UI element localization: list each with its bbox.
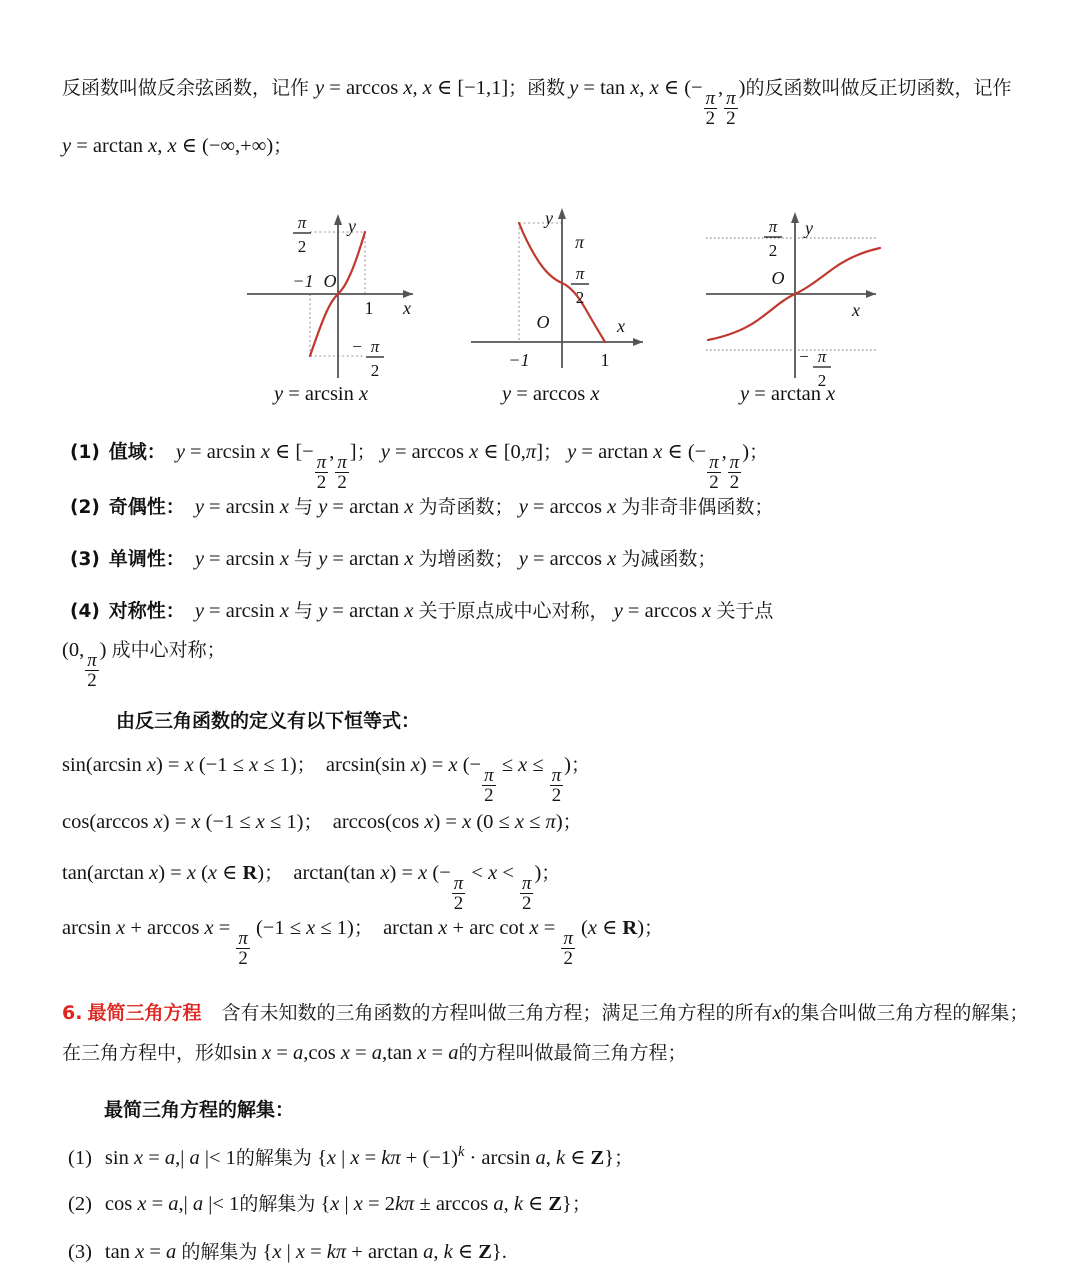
arcsin-y-arrow xyxy=(334,214,342,225)
svg-text:2: 2 xyxy=(370,361,380,380)
svg-text:−: − xyxy=(352,337,362,356)
svg-text:−: − xyxy=(799,347,809,366)
arccos-origin-label: O xyxy=(536,312,550,332)
section-6-title: 最简三角方程 xyxy=(87,1002,202,1024)
svg-text:π: π xyxy=(768,217,778,236)
section-6-body-1: 含有未知数的三角函数的方程叫做三角方程；满足三角方程的所有 xyxy=(221,1002,773,1024)
solution-3-tail-cn: 的解集为 xyxy=(181,1241,258,1263)
section-6-body-var: x xyxy=(772,1002,782,1024)
arctan-y-arrow xyxy=(791,212,799,223)
intro-text-a: 反函数叫做反余弦函数，记作 xyxy=(62,77,310,99)
arctan-plot-svg xyxy=(700,182,915,397)
property-3-number: (3) xyxy=(70,549,100,570)
property-2-label: 奇偶性： xyxy=(108,496,185,518)
intro-text-b: ；函数 xyxy=(508,77,566,99)
property-row-symmetry-continued: (0, $\frac{\pi}{2}$ ) 成中心对称； xyxy=(62,639,226,692)
property-3-text2: 为减函数； xyxy=(621,548,717,570)
identity-tan-arctan: tan(arctan x) = x (x ∈ R)； arctan(tan x) = x (− $\frac{\pi}{2}$ < x < $\frac{\pi}{2}$ )； xyxy=(62,862,561,915)
section-6-line2-tail: 的方程叫做最简三角方程； xyxy=(458,1042,687,1064)
arcsin-plot-svg xyxy=(235,182,450,397)
property-row-range: (1) 值域： y = arcsin x ∈ [− $\frac{\pi}{2}$ , $\frac{\pi}{2}$ ]； y = arccos x ∈ [0,π]； y = arctan x ∈ (− $\frac{\pi}{2}$ , $\frac{\pi}{2}$ )； xyxy=(70,441,769,494)
property-row-monotonicity: (3) 单调性： y = arcsin x 与 y = arctan x 为增函数； y = arccos x 为减函数； xyxy=(70,548,717,570)
identity-cos-arccos: cos(arccos x) = x (−1 ≤ x ≤ 1)； arccos(cos x) = x (0 ≤ x ≤ π)； xyxy=(62,811,582,833)
svg-text:π: π xyxy=(817,347,827,366)
property-4-text3: 成中心对称； xyxy=(111,639,226,661)
property-3-text: 为增函数； xyxy=(418,548,514,570)
property-row-parity: (2) 奇偶性： y = arcsin x 与 y = arctan x 为奇函数； y = arccos x 为非奇非偶函数； xyxy=(70,496,774,518)
property-4-label: 对称性： xyxy=(108,600,185,622)
arcsin-tick-neg1: −1 xyxy=(292,271,314,291)
arccos-y-axis-label: y xyxy=(545,208,553,228)
graph-arccos xyxy=(465,182,680,397)
section-6-number: 6. xyxy=(62,1002,83,1024)
property-1-label: 值域： xyxy=(108,441,166,463)
property-2-number: (2) xyxy=(70,497,100,518)
arccos-x-arrow xyxy=(633,338,643,346)
solution-3-number: (3) xyxy=(68,1241,92,1263)
solution-2-number: (2) xyxy=(68,1193,92,1215)
solution-1-tail-cn: 的解集为 xyxy=(235,1146,312,1169)
intro-paragraph-line-2: y = arctan x, x ∈ (−∞,+∞)； xyxy=(62,135,293,157)
arccos-plot-svg xyxy=(465,182,680,397)
property-2-text2: 为非奇非偶函数； xyxy=(621,496,774,518)
arccos-tick-1: 1 xyxy=(600,350,610,370)
arccos-axes xyxy=(471,212,643,368)
solution-row-cos: (2) cos x = a,| a |< 1的解集为 {x | x = 2kπ ± arccos a, k ∈ Z}； xyxy=(68,1193,591,1215)
property-2-text: 为奇函数； xyxy=(418,496,514,518)
section-6-body-1-tail: 的集合叫做三角方程的解集； xyxy=(781,1002,1029,1024)
arctan-origin-label: O xyxy=(771,268,785,288)
property-3-label: 单调性： xyxy=(108,548,185,570)
arctan-x-arrow xyxy=(866,290,876,298)
identity-sin-arcsin: sin(arcsin x) = x (−1 ≤ x ≤ 1)； arcsin(sin x) = x (− $\frac{\pi}{2}$ ≤ x ≤ $\frac{\pi}{2}$ )； xyxy=(62,754,590,807)
solution-row-sin: (1) sin x = a,| a |< 1的解集为 {x | $x = k\pi + (-1)^k \cdot \arcsin a$, k ∈ Z}； xyxy=(68,1144,634,1169)
caption-arccos: y = arccos x xyxy=(502,383,600,405)
graph-arctan xyxy=(700,182,915,397)
arcsin-tick-neg-pi-over-2 xyxy=(352,337,384,380)
intro-text-c: 的反函数叫做反正切函数，记作 xyxy=(745,77,1012,99)
intro-semicolon: ； xyxy=(273,135,293,157)
arcsin-axes xyxy=(247,218,413,378)
identity-arcsin-plus-arccos: arcsin x + arccos x = $\frac{\pi}{2}$ (−1 ≤ x ≤ 1)； arctan x + arc cot x = $\frac{\pi}{2}$ (x ∈ R)； xyxy=(62,917,664,970)
arcsin-tick-1: 1 xyxy=(364,298,374,318)
section-6-line2-head: 在三角方程中，形如 xyxy=(62,1042,234,1064)
arccos-x-axis-label: x xyxy=(617,316,625,336)
svg-text:2: 2 xyxy=(575,288,585,307)
caption-arctan: y = arctan x xyxy=(740,383,836,405)
arctan-x-axis-label: x xyxy=(852,300,860,320)
svg-text:2: 2 xyxy=(297,237,307,256)
arccos-tick-neg1: −1 xyxy=(508,350,530,370)
svg-text:2: 2 xyxy=(817,371,827,390)
arccos-y-arrow xyxy=(558,208,566,219)
arccos-tick-pi-over-2 xyxy=(571,264,589,307)
arcsin-y-axis-label: y xyxy=(348,216,356,236)
arcsin-origin-label: O xyxy=(323,271,337,291)
arcsin-tick-pi-over-2 xyxy=(293,213,311,256)
section-6-heading-row xyxy=(62,998,1028,1025)
identities-title: 由反三角函数的定义有以下恒等式： xyxy=(116,710,421,732)
inverse-trig-graphs-group xyxy=(230,182,930,412)
svg-text:2: 2 xyxy=(768,241,778,260)
solution-set-title: 最简三角方程的解集： xyxy=(104,1099,295,1121)
solution-2-tail-cn: 的解集为 xyxy=(239,1193,316,1215)
property-4-number: (4) xyxy=(70,601,100,622)
solution-1-number: (1) xyxy=(68,1146,92,1169)
svg-text:π: π xyxy=(297,213,307,232)
arcsin-x-arrow xyxy=(403,290,413,298)
graph-arcsin xyxy=(235,182,450,397)
arccos-tick-pi: π xyxy=(575,232,585,252)
solution-row-tan: (3) tan x = a 的解集为 {x | x = kπ + arctan a, k ∈ Z}. xyxy=(68,1241,507,1263)
svg-text:π: π xyxy=(575,264,585,283)
property-1-number: (1) xyxy=(70,442,100,463)
arcsin-x-axis-label: x xyxy=(403,298,411,318)
section-6-line-2: 在三角方程中，形如sin x = a,cos x = a,tan x = a的方程叫做最简三角方程； xyxy=(62,1042,687,1064)
property-row-symmetry: (4) 对称性： y = arcsin x 与 y = arctan x 关于原点成中心对称， y = arccos x 关于点 xyxy=(70,600,774,622)
arctan-y-axis-label: y xyxy=(805,218,813,238)
property-4-text2: 关于点 xyxy=(716,600,774,622)
svg-text:π: π xyxy=(370,337,380,356)
intro-paragraph-line-1: 反函数叫做反余弦函数，记作 y = arccos x, x ∈ [−1,1]；函数 y = tan x, x ∈ (− $\frac{\pi}{2}$ , $\frac{\pi}{2}$ )的反函数叫做反正切函数，记作 xyxy=(62,77,1012,130)
caption-arcsin: y = arcsin x xyxy=(274,383,369,405)
property-4-text: 关于原点成中心对称， xyxy=(418,600,609,622)
